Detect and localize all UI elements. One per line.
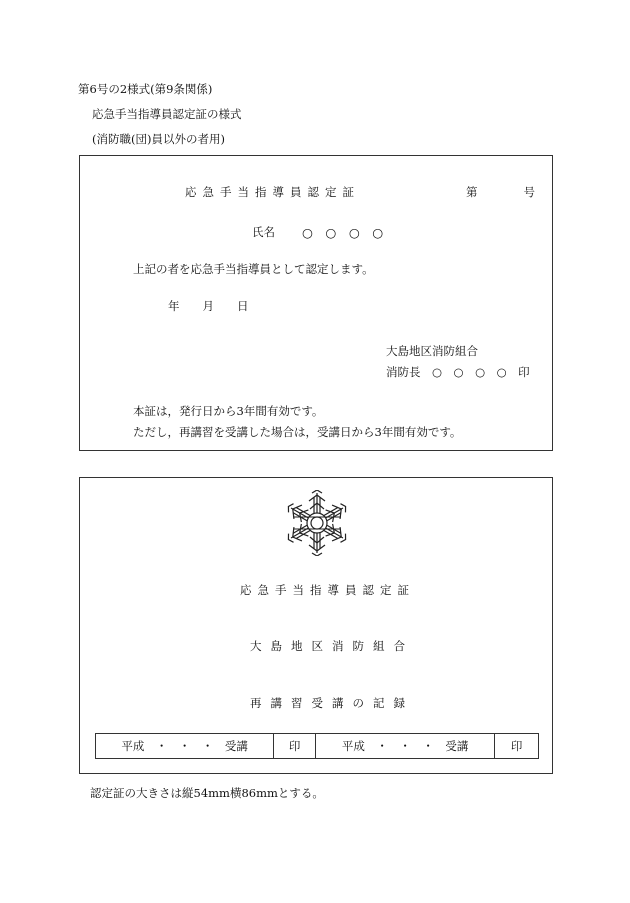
record-seal-cell: 印	[274, 734, 316, 758]
certificate-number: 第 号	[466, 185, 535, 199]
fire-department-emblem-icon	[284, 490, 350, 556]
size-note: 認定証の大きさは縦54mm横86mmとする。	[90, 786, 324, 800]
retraining-record-table	[95, 733, 539, 759]
name-value: ○ ○ ○ ○	[302, 225, 384, 240]
form-number: 第6号の2様式(第9条関係)	[78, 82, 213, 96]
validity-text: 本証は，発行日から3年間有効です。	[133, 404, 324, 418]
back-card-title: 応急手当指導員認定証	[240, 583, 415, 597]
back-org-name: 大島地区消防組合	[250, 639, 414, 653]
form-title: 応急手当指導員認定証の様式	[92, 107, 242, 121]
record-seal-cell: 印	[510, 739, 523, 753]
back-card	[79, 477, 553, 774]
record-date-cell: 平成 ・ ・ ・ 受講	[96, 734, 274, 758]
form-subtitle: (消防職(団)員以外の者用)	[92, 132, 225, 146]
record-date-cell: 平成 ・ ・ ・ 受講	[316, 734, 495, 758]
front-card-title: 応急手当指導員認定証	[185, 185, 360, 199]
certify-text: 上記の者を応急手当指導員として認定します。	[133, 262, 374, 276]
name-label: 氏名	[252, 225, 275, 239]
org-name: 大島地区消防組合	[386, 344, 478, 358]
issue-date: 年 月 日	[168, 299, 249, 313]
chief-line: 消防長 ○ ○ ○ ○ 印	[386, 365, 530, 379]
validity-note: ただし，再講習を受講した場合は，受講日から3年間有効です。	[133, 425, 462, 439]
front-card	[79, 155, 553, 451]
record-title: 再講習受講の記録	[250, 696, 414, 710]
